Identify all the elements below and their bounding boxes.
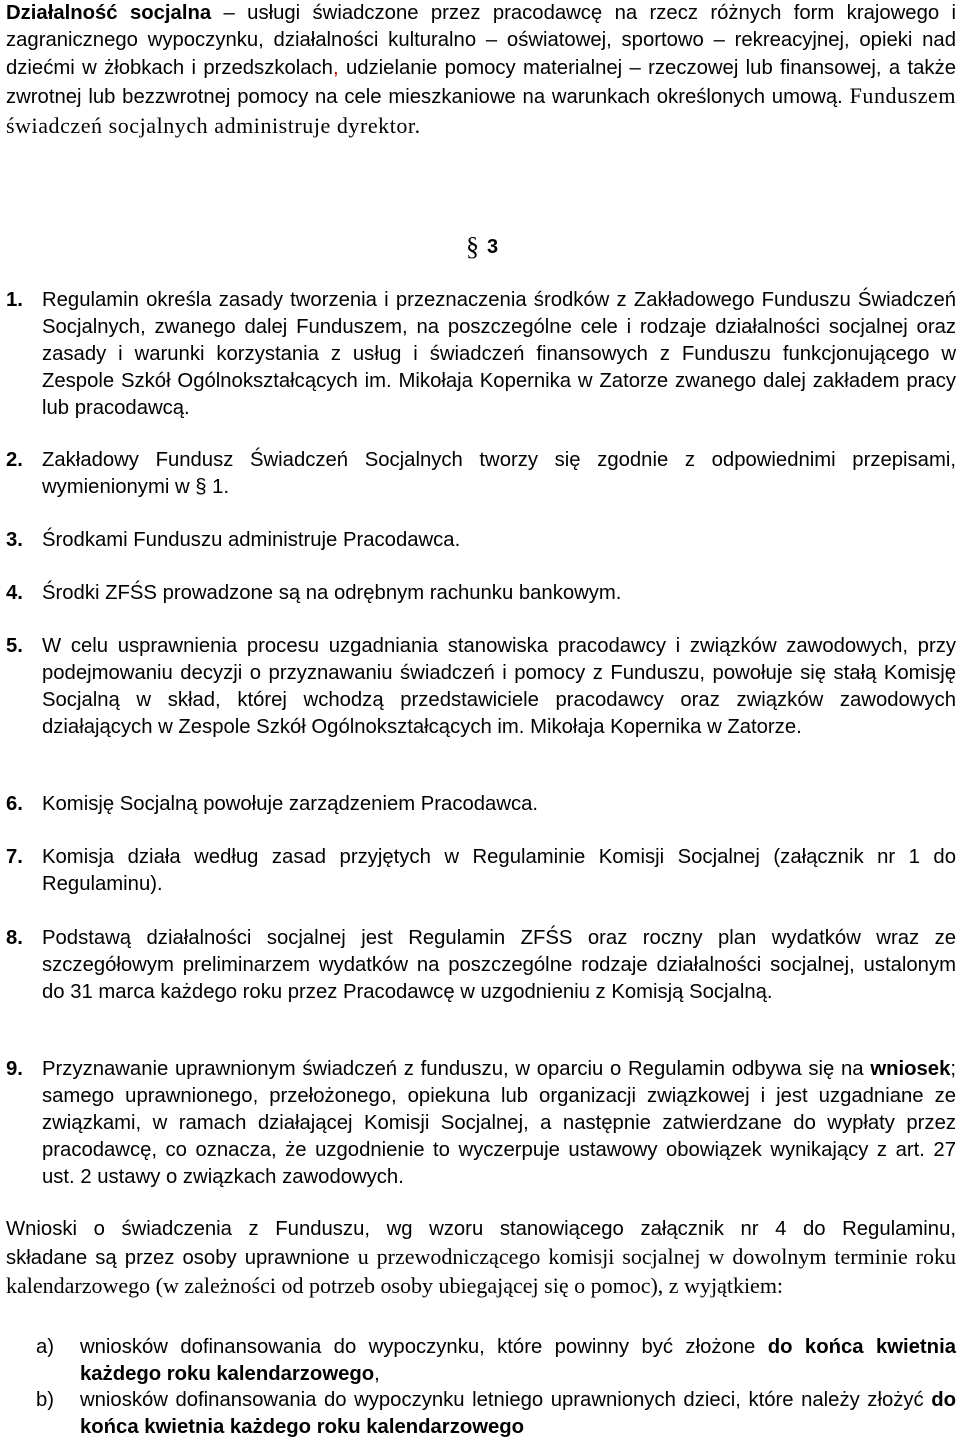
intro-comma: , bbox=[332, 56, 339, 79]
item-text-a: Przyznawanie uprawnionym świadczeń z funduszu, w oparciu o Regulamin odbywa się na bbox=[42, 1058, 871, 1080]
sub-item-text-a: wniosków dofinansowania do wypoczynku, które powinny być złożone bbox=[80, 1336, 768, 1358]
intro-text-b: udzielanie pomocy materialnej – rzeczowej lub finansowej, a także zwrotnej lub bezzwrotnej pomocy na cele mieszkaniowe na warunkach określonych umową. bbox=[6, 56, 956, 109]
item-text: Komisję Socjalną powołuje zarządzeniem Pracodawca. bbox=[42, 793, 539, 815]
item-number: 9. bbox=[6, 1058, 23, 1080]
list-item-9 bbox=[6, 1056, 956, 1191]
closing-line-1: Wnioski o świadczenia z Funduszu, wg wzoru stanowiącego załącznik nr 4 do Regulaminu, bbox=[6, 1218, 956, 1240]
sub-item-bold: do końca kwietnia każdego roku kalendarzowego bbox=[80, 1389, 956, 1438]
item-text: W celu usprawnienia procesu uzgadniania stanowiska pracodawcy i związków zawodowych, przy podejmowaniu decyzji o przyznawaniu świadczeń i pomocy z Funduszu, powołuje się stałą Komisję Socjalną w skład, której wchodzą przedstawiciele pracodawcy oraz związków zawodowych działających w Zespole Szkół Ogólnokształcących im. Mikołaja Kopernika w Zatorze. bbox=[42, 635, 956, 738]
item-text: Komisja działa według zasad przyjętych w Regulaminie Komisji Socjalnej (załącznik nr 1 do Regulaminu). bbox=[42, 846, 956, 895]
item-number: 8. bbox=[6, 927, 23, 949]
intro-term: Działalność socjalna bbox=[6, 2, 212, 24]
item-number: 2. bbox=[6, 449, 23, 471]
item-text bbox=[42, 1056, 956, 1191]
item-text: Zakładowy Fundusz Świadczeń Socjalnych tworzy się zgodnie z odpowiednimi przepisami, wymienionymi w § 1. bbox=[42, 449, 956, 498]
list-item-8 bbox=[6, 925, 956, 1006]
sub-item-a bbox=[36, 1334, 956, 1388]
intro-serif-tail: Funduszem świadczeń socjalnych administruje dyrektor. bbox=[6, 83, 956, 138]
intro-paragraph bbox=[6, 0, 956, 141]
sub-item-b bbox=[36, 1387, 956, 1441]
sub-item-bold: do końca kwietnia każdego roku kalendarzowego bbox=[80, 1336, 956, 1385]
section-heading bbox=[466, 232, 498, 262]
item-text: Środki ZFŚS prowadzone są na odrębnym rachunku bankowym. bbox=[42, 582, 622, 604]
sub-item-text-a: wniosków dofinansowania do wypoczynku letniego uprawnionych dzieci, które należy złożyć bbox=[80, 1389, 932, 1411]
closing-line-2-sans: składane są przez osoby uprawnione bbox=[6, 1247, 358, 1269]
item-text-b: ; samego uprawnionego, przełożonego, opiekuna lub organizacji związkowej i jest uzgadniane ze związkami, w ramach działającej Komisji Socjalnej, a następnie zatwierdzane do wypłaty przez pracodawcę, co oznacza, że uzgodnienie to wyczerpuje ustawowy obowiązek wynikający z art. 27 ust. 2 ustawy o związkach zawodowych. bbox=[42, 1058, 956, 1188]
sub-item-text bbox=[80, 1387, 956, 1441]
list-item-5 bbox=[6, 633, 956, 741]
item-number: 3. bbox=[6, 529, 23, 551]
list-item-7 bbox=[6, 844, 956, 898]
item-number: 1. bbox=[6, 289, 23, 311]
intro-text-a: – usługi świadczone przez pracodawcę na rzecz różnych form krajowego i zagranicznego wypoczynku, działalności kulturalno – oświatowej, sportowo – rekreacyjnej, opieki nad dziećmi w żłobkach i przedszkolach bbox=[6, 2, 957, 79]
item-text: Regulamin określa zasady tworzenia i przeznaczenia środków z Zakładowego Funduszu Świadczeń Socjalnych, zwanego dalej Funduszem, na poszczególne cele i rodzaje działalności socjalnej oraz zasady i warunki korzystania z usług i świadczeń finansowych z Funduszu funkcjonującego w Zespole Szkół Ogólnokształcących im. Mikołaja Kopernika w Zatorze zwanego dalej zakładem pracy lub pracodawcą. bbox=[42, 289, 956, 419]
item-number: 5. bbox=[6, 635, 23, 657]
item-number: 4. bbox=[6, 582, 23, 604]
list-item-3 bbox=[6, 527, 956, 554]
closing-line-2-serif: u przewodniczącego komisji socjalnej w dowolnym terminie roku kalendarzowego (w zależności od potrzeb osoby ubiegającej się o pomoc), z wyjątkiem: bbox=[6, 1244, 956, 1298]
closing-paragraph bbox=[6, 1215, 956, 1300]
section-number: 3 bbox=[487, 236, 499, 258]
sub-item-text-b: , bbox=[374, 1363, 380, 1385]
section-symbol: § bbox=[466, 232, 479, 261]
item-bold-wniosek: wniosek bbox=[870, 1058, 951, 1080]
list-item-4 bbox=[6, 580, 956, 607]
item-text: Środkami Funduszu administruje Pracodawca. bbox=[42, 529, 461, 551]
closing-line-2 bbox=[6, 1243, 956, 1300]
list-item-2 bbox=[6, 447, 956, 501]
sub-item-letter: b) bbox=[36, 1389, 55, 1411]
list-item-6 bbox=[6, 791, 956, 818]
item-number: 6. bbox=[6, 793, 23, 815]
sub-item-letter: a) bbox=[36, 1336, 55, 1358]
item-number: 7. bbox=[6, 846, 23, 868]
list-item-1 bbox=[6, 287, 956, 422]
item-text: Podstawą działalności socjalnej jest Regulamin ZFŚS oraz roczny plan wydatków wraz ze szczegółowym preliminarzem wydatków na poszczególne rodzaje działalności socjalnej, ustalonym do 31 marca każdego roku przez Pracodawcę w uzgodnieniu z Komisją Socjalną. bbox=[42, 927, 956, 1003]
sub-item-text bbox=[80, 1334, 956, 1388]
